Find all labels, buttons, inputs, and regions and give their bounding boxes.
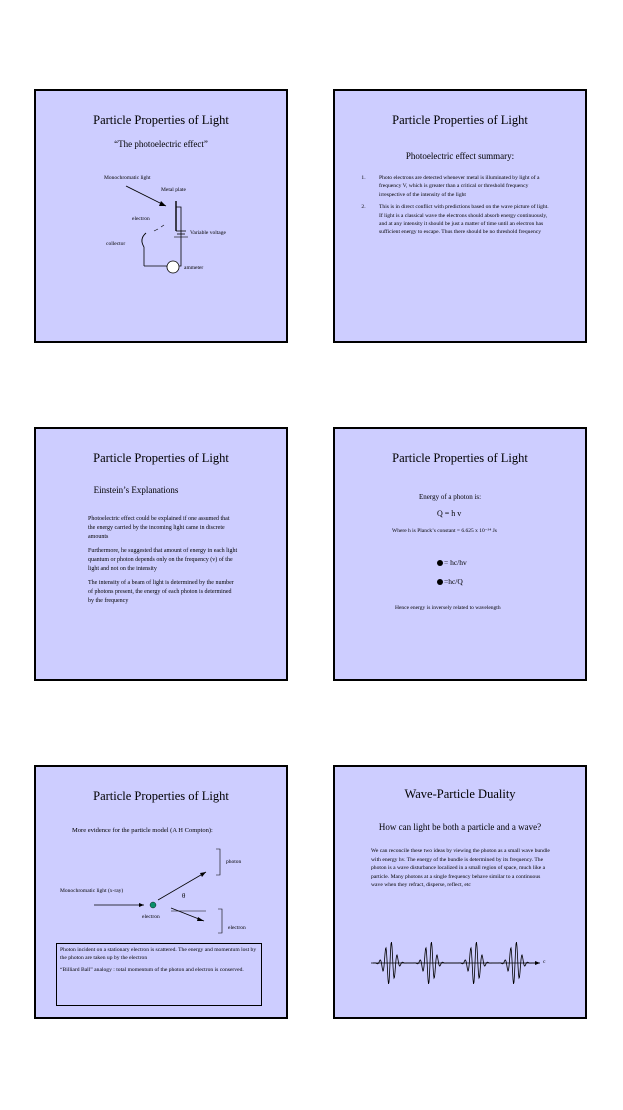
bullet-icon [437,579,443,585]
ammeter-circle [167,261,179,273]
energy-label: Energy of a photon is: [419,493,482,501]
photon-bracket [216,849,220,875]
equation-wavelength-1: = hc/hv [437,558,467,567]
label-electron-origin: electron [142,914,160,920]
slide-title: Wave-Particle Duality [404,787,516,801]
slide-subtitle: Einstein’s Explanations [93,485,179,495]
slide-title: Particle Properties of Light [93,451,229,465]
slide-title: Particle Properties of Light [93,789,229,803]
label-ammeter: ammeter [184,265,204,271]
collector-arc [142,233,146,247]
label-collector: collector [106,241,126,247]
summary-list [357,174,551,241]
explanation-paragraph-2: Furthermore, he suggested that amount of energy in each light quantum or photon depends only on the frequency (v) of the light and not on the intensity [88,548,238,572]
electron-bracket [218,909,222,933]
compton-paragraph-1: Photon incident on a stationary electron is scattered. The energy and momentum lost by the photon are taken up by the electron [60,947,257,961]
wave-packets-graphic [335,767,587,1019]
compton-paragraph-2: “Billiard Ball” analogy : total momentum of the photon and electron is conserved. [60,967,244,973]
slide-subtitle: Photoelectric effect summary: [405,151,515,161]
slide-subtitle: More evidence for the particle model (A H Compton): [72,827,213,834]
equation-wavelength-2: =hc/Q [437,577,463,586]
explanation-paragraph-1: Photoelectric effect could be explained if one assumed that the energy carried by the incoming light came in discrete amounts [88,516,230,540]
axis-label-c: c [543,959,546,965]
electron-dot [150,902,156,908]
planck-constant-text: Where h is Planck’s constant = 6.625 x 10⁻³⁴ Js [392,528,497,534]
label-theta: θ [182,892,186,900]
slide-photoelectric-summary [333,89,587,343]
slide-compton-effect [34,765,288,1019]
summary-item-2: 2. This is in direct conflict with predictions based on the wave picture of light. If light is a classical wave the electrons should absorb energy continuously, and at any intensity it should be just a matter of time until an electron has sufficient energy to escape. Thus there should be no threshold frequency [367,203,551,237]
light-ray-arrow [126,186,166,206]
label-photon: photon [226,859,242,865]
circuit-wire [167,207,181,266]
label-variable-voltage: Variable voltage [190,230,226,236]
label-metal-plate: Metal plate [161,187,186,193]
photoelectric-apparatus-diagram [36,91,288,343]
electron-path [154,229,158,231]
label-monochromatic-light: Monochromatic light [104,175,151,181]
compton-explanation-box [56,943,262,1006]
slide-title: Particle Properties of Light [392,451,528,465]
explanation-paragraph-3: The intensity of a beam of light is determined by the number of photons present, the energy of each photon is determined by the frequency [88,580,234,604]
slide-photon-energy [333,427,587,681]
label-electron: electron [132,216,150,222]
slide-title: Particle Properties of Light [93,113,229,127]
energy-equation: Q = h v [437,509,462,518]
slide-title: Particle Properties of Light [392,113,528,127]
summary-item-1: 1. Photo electrons are detected whenever metal is illuminated by light of a frequency V, which is greater than a critical or threshold frequency irrespective of the intensity of the light [367,174,551,199]
duality-body: We can reconcile these two ideas by viewing the photon as a small wave bundle with energy hv. The energy of the bundle is determined by its frequency. The photon is a wave disturbance localized in a small region of space, much like a particle. Many photons at a single frequency behave similar to a continuous wave when they refract, disperse, reflect, etc [371,848,550,889]
explanation-body [88,515,238,611]
slide-einstein-explanations [34,427,288,681]
slide-photoelectric-effect [34,89,288,343]
slide-subtitle: “The photoelectric effect” [114,139,208,149]
energy-conclusion: Hence energy is inversely related to wavelength [395,605,501,611]
label-monochromatic-xray: Monochromatic light (x-ray) [60,888,124,894]
label-electron-recoil: electron [228,925,246,931]
slide-subtitle: How can light be both a particle and a wave? [378,822,542,832]
slide-wave-particle-duality [333,765,587,1019]
bullet-icon [437,560,443,566]
